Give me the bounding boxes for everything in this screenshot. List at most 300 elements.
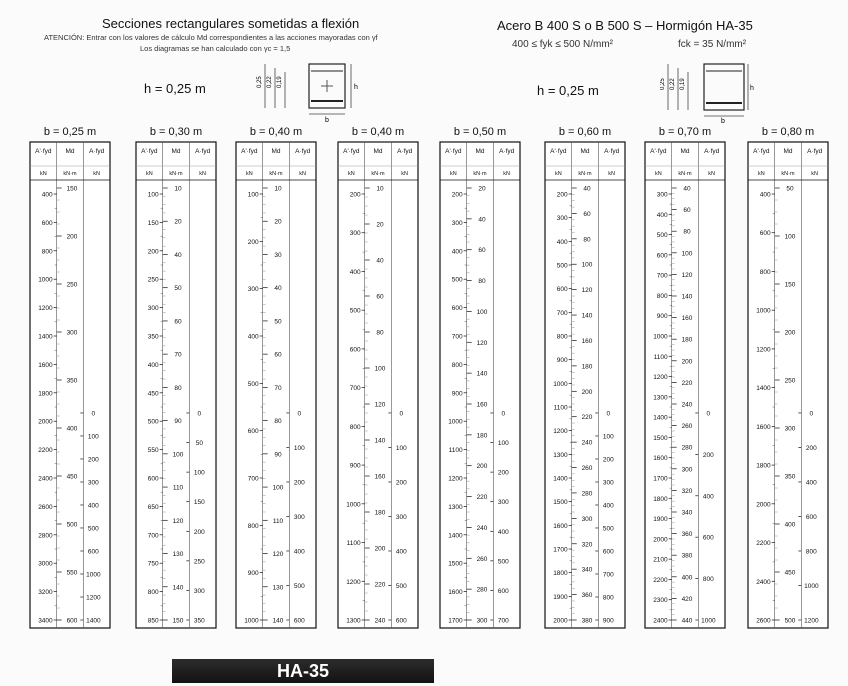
left-tick-label: 500 [451, 276, 463, 284]
unit-mid: kN·m [371, 171, 385, 177]
mid-tick-label: 60 [583, 210, 591, 218]
right-tick-label: 200 [702, 451, 714, 459]
header-right: A·fyd [397, 148, 413, 155]
sketch-right-dim-2: 0,22 [670, 78, 676, 90]
left-tick-label: 600 [759, 230, 771, 238]
mid-tick-label: 220 [581, 414, 593, 422]
mid-tick-label: 60 [478, 247, 486, 255]
left-tick-label: 650 [147, 503, 159, 511]
left-tick-label: 600 [556, 286, 568, 294]
mid-tick-label: 20 [174, 218, 182, 226]
mid-tick-label: 400 [784, 521, 796, 529]
left-tick-label: 1700 [653, 475, 668, 483]
left-tick-label: 1200 [448, 475, 463, 483]
right-tick-label: 700 [497, 617, 509, 625]
right-tick-label: 400 [602, 502, 614, 510]
unit-left: kN [449, 171, 457, 177]
right-tick-label: 100 [293, 444, 305, 452]
right-tick-label: 1400 [86, 617, 101, 625]
right-tick-label: 600 [602, 548, 614, 556]
mid-tick-label: 140 [476, 370, 488, 378]
mid-tick-label: 140 [581, 312, 593, 320]
left-tick-label: 1800 [553, 570, 568, 578]
left-tick-label: 600 [41, 219, 53, 227]
mid-tick-label: 150 [172, 617, 184, 625]
unit-right: kN [199, 171, 207, 177]
left-tick-label: 1000 [38, 276, 53, 284]
left-tick-label: 1000 [653, 333, 668, 341]
header-left: A'·fyd [650, 148, 667, 155]
right-tick-label: 300 [602, 479, 614, 487]
right-tick-label: 1200 [86, 594, 101, 602]
left-tick-label: 200 [147, 248, 159, 256]
mid-tick-label: 20 [478, 185, 486, 193]
left-tick-label: 800 [41, 248, 53, 256]
right-tick-label: 500 [497, 558, 509, 566]
h-label-right: h = 0,25 m [537, 83, 599, 98]
mid-tick-label: 380 [681, 552, 693, 560]
mid-tick-label: 180 [581, 363, 593, 371]
left-tick-label: 1300 [448, 503, 463, 511]
left-tick-label: 1200 [756, 346, 771, 354]
mid-tick-label: 120 [172, 517, 184, 525]
nomogram-b-label: b = 0,70 m [658, 126, 712, 138]
unit-left: kN [245, 171, 253, 177]
section-sketch-left [255, 58, 365, 124]
left-tick-label: 700 [247, 475, 259, 483]
left-tick-label: 1200 [553, 428, 568, 436]
left-tick-label: 400 [556, 238, 568, 246]
right-tick-label: 800 [702, 576, 714, 584]
left-tick-label: 2400 [756, 578, 771, 586]
left-tick-label: 100 [147, 191, 159, 199]
sketch-right-b: b [721, 118, 725, 124]
mid-tick-label: 440 [681, 617, 693, 625]
mid-tick-label: 80 [376, 329, 384, 337]
mid-tick-label: 10 [376, 185, 384, 193]
mid-tick-label: 360 [681, 531, 693, 539]
left-tick-label: 300 [247, 286, 259, 294]
mid-tick-label: 400 [681, 574, 693, 582]
left-tick-label: 800 [147, 589, 159, 597]
mid-tick-label: 80 [274, 418, 282, 426]
unit-mid: kN·m [169, 171, 183, 177]
mid-tick-label: 150 [66, 185, 78, 193]
left-tick-label: 600 [349, 346, 361, 354]
header-left: A'·fyd [550, 148, 567, 155]
left-tick-label: 1100 [553, 404, 568, 412]
note-line-1: ATENCIÓN: Entrar con los valores de cálculo Md correspondientes a las acciones mayoradas con γf [44, 33, 378, 42]
unit-right: kN [299, 171, 307, 177]
left-tick-label: 1300 [553, 451, 568, 459]
left-tick-label: 1300 [653, 394, 668, 402]
right-tick-label: 100 [193, 469, 205, 477]
right-tick-label: 0 [297, 410, 302, 418]
left-tick-label: 700 [656, 272, 668, 280]
left-tick-label: 1400 [756, 385, 771, 393]
sketch-dim-2: 0,22 [267, 76, 273, 88]
mid-tick-label: 140 [374, 437, 386, 445]
mid-tick-label: 60 [683, 207, 691, 215]
section-sketch-right [660, 58, 770, 124]
mid-tick-label: 10 [174, 185, 182, 193]
right-tick-label: 500 [395, 582, 407, 590]
right-tick-label: 900 [602, 617, 614, 625]
right-tick-label: 200 [805, 444, 817, 452]
note-line-2: Los diagramas se han calculado con γc = 1,5 [140, 44, 291, 53]
left-tick-label: 2200 [756, 540, 771, 548]
title-right: Acero B 400 S o B 500 S – Hormigón HA-35 [497, 18, 753, 33]
mid-tick-label: 280 [581, 490, 593, 498]
mid-tick-label: 340 [681, 509, 693, 517]
right-tick-label: 1000 [804, 582, 819, 590]
mid-tick-label: 350 [784, 473, 796, 481]
mid-tick-label: 70 [174, 351, 182, 359]
mid-tick-label: 200 [681, 358, 693, 366]
nomogram-b-label: b = 0,60 m [558, 126, 612, 138]
right-tick-label: 300 [87, 479, 99, 487]
sketch-right-h: h [750, 85, 754, 92]
right-tick-label: 0 [706, 410, 711, 418]
mid-tick-label: 100 [272, 484, 284, 492]
right-tick-label: 0 [809, 410, 814, 418]
mid-tick-label: 500 [66, 521, 78, 529]
header-right: A·fyd [704, 148, 720, 155]
left-tick-label: 200 [247, 238, 259, 246]
left-tick-label: 1400 [653, 414, 668, 422]
left-tick-label: 900 [349, 462, 361, 470]
unit-left: kN [145, 171, 153, 177]
left-tick-label: 3200 [38, 589, 53, 597]
left-tick-label: 300 [349, 230, 361, 238]
unit-left: kN [654, 171, 662, 177]
left-tick-label: 2000 [756, 501, 771, 509]
mid-tick-label: 100 [581, 261, 593, 269]
header-mid: Md [783, 148, 793, 155]
mid-tick-label: 300 [581, 515, 593, 523]
left-tick-label: 550 [147, 447, 159, 455]
mid-tick-label: 40 [174, 251, 182, 259]
left-tick-label: 200 [451, 191, 463, 199]
mid-tick-label: 110 [172, 484, 184, 492]
mid-tick-label: 350 [66, 377, 78, 385]
left-tick-label: 2800 [38, 532, 53, 540]
steel-range: 400 ≤ fyk ≤ 500 N/mm² [512, 39, 614, 50]
left-tick-label: 2400 [653, 617, 668, 625]
right-tick-label: 200 [602, 456, 614, 464]
mid-tick-label: 200 [581, 388, 593, 396]
mid-tick-label: 40 [274, 285, 282, 293]
mid-tick-label: 180 [476, 432, 488, 440]
left-tick-label: 300 [656, 191, 668, 199]
nomogram-b-label: b = 0,30 m [149, 126, 203, 138]
mid-tick-label: 140 [272, 617, 284, 625]
nomogram-panel [0, 120, 848, 640]
left-tick-label: 800 [759, 268, 771, 276]
left-tick-label: 850 [147, 617, 159, 625]
left-tick-label: 2300 [653, 597, 668, 605]
left-tick-label: 600 [247, 428, 259, 436]
mid-tick-label: 200 [784, 329, 796, 337]
header-mid: Md [580, 148, 590, 155]
header-right: A·fyd [604, 148, 620, 155]
sketch-h: h [354, 84, 358, 91]
left-tick-label: 900 [451, 390, 463, 398]
left-tick-label: 300 [451, 219, 463, 227]
right-tick-label: 350 [193, 617, 205, 625]
mid-tick-label: 160 [476, 401, 488, 409]
right-tick-label: 600 [497, 587, 509, 595]
unit-right: kN [811, 171, 819, 177]
unit-left: kN [757, 171, 765, 177]
mid-tick-label: 320 [681, 487, 693, 495]
left-tick-label: 1500 [553, 499, 568, 507]
left-tick-label: 2200 [38, 447, 53, 455]
left-tick-label: 1600 [448, 589, 463, 597]
right-tick-label: 300 [293, 513, 305, 521]
left-tick-label: 1100 [448, 447, 463, 455]
left-tick-label: 400 [41, 191, 53, 199]
mid-tick-label: 130 [172, 551, 184, 559]
right-tick-label: 0 [606, 410, 611, 418]
unit-mid: kN·m [63, 171, 77, 177]
mid-tick-label: 600 [66, 617, 78, 625]
left-tick-label: 1400 [448, 532, 463, 540]
mid-tick-label: 160 [681, 315, 693, 323]
mid-tick-label: 140 [681, 293, 693, 301]
left-tick-label: 700 [147, 532, 159, 540]
left-tick-label: 2100 [653, 556, 668, 564]
left-tick-label: 800 [349, 423, 361, 431]
right-tick-label: 100 [497, 440, 509, 448]
left-tick-label: 400 [759, 191, 771, 199]
mid-tick-label: 10 [274, 185, 282, 193]
left-tick-label: 500 [349, 307, 361, 315]
header-mid: Md [171, 148, 181, 155]
right-tick-label: 800 [805, 548, 817, 556]
right-tick-label: 500 [293, 582, 305, 590]
left-tick-label: 400 [247, 333, 259, 341]
left-tick-label: 1000 [346, 501, 361, 509]
left-tick-label: 1000 [756, 307, 771, 315]
right-tick-label: 400 [805, 479, 817, 487]
mid-tick-label: 320 [581, 541, 593, 549]
right-tick-label: 700 [602, 571, 614, 579]
left-tick-label: 800 [247, 522, 259, 530]
left-tick-label: 1900 [653, 516, 668, 524]
mid-tick-label: 50 [274, 318, 282, 326]
right-tick-label: 600 [395, 617, 407, 625]
mid-tick-label: 120 [374, 401, 386, 409]
left-tick-label: 150 [147, 219, 159, 227]
left-tick-label: 2200 [653, 576, 668, 584]
left-tick-label: 1900 [553, 593, 568, 601]
mid-tick-label: 110 [272, 517, 284, 525]
mid-tick-label: 500 [784, 617, 796, 625]
header-right: A·fyd [89, 148, 105, 155]
mid-tick-label: 80 [683, 228, 691, 236]
left-tick-label: 450 [147, 390, 159, 398]
mid-tick-label: 60 [174, 318, 182, 326]
mid-tick-label: 200 [374, 545, 386, 553]
right-tick-label: 0 [197, 410, 202, 418]
mid-tick-label: 380 [581, 617, 593, 625]
mid-tick-label: 50 [786, 185, 794, 193]
right-tick-label: 300 [395, 513, 407, 521]
mid-tick-label: 280 [681, 444, 693, 452]
left-tick-label: 1700 [553, 546, 568, 554]
right-tick-label: 800 [602, 594, 614, 602]
right-tick-label: 300 [497, 499, 509, 507]
mid-tick-label: 240 [581, 439, 593, 447]
header-mid: Md [373, 148, 383, 155]
mid-tick-label: 80 [583, 236, 591, 244]
left-tick-label: 400 [147, 361, 159, 369]
left-tick-label: 900 [656, 313, 668, 321]
mid-tick-label: 220 [681, 379, 693, 387]
mid-tick-label: 260 [681, 423, 693, 431]
mid-tick-label: 80 [174, 384, 182, 392]
right-tick-label: 500 [602, 525, 614, 533]
left-tick-label: 1200 [346, 578, 361, 586]
left-tick-label: 1600 [553, 522, 568, 530]
header-right: A·fyd [807, 148, 823, 155]
left-tick-label: 700 [349, 385, 361, 393]
left-tick-label: 400 [451, 248, 463, 256]
left-tick-label: 500 [247, 380, 259, 388]
left-tick-label: 1800 [38, 390, 53, 398]
header-right: A·fyd [195, 148, 211, 155]
left-tick-label: 700 [451, 333, 463, 341]
mid-tick-label: 100 [476, 308, 488, 316]
unit-mid: kN·m [473, 171, 487, 177]
header-left: A'·fyd [343, 148, 360, 155]
mid-tick-label: 120 [681, 271, 693, 279]
right-tick-label: 200 [87, 456, 99, 464]
right-tick-label: 300 [193, 587, 205, 595]
mid-tick-label: 90 [274, 451, 282, 459]
right-tick-label: 400 [395, 548, 407, 556]
left-tick-label: 1600 [38, 361, 53, 369]
left-tick-label: 1600 [756, 423, 771, 431]
right-tick-label: 400 [293, 548, 305, 556]
right-tick-label: 100 [602, 433, 614, 441]
left-tick-label: 1200 [38, 305, 53, 313]
mid-tick-label: 80 [478, 278, 486, 286]
header-left: A'·fyd [35, 148, 52, 155]
header-left: A'·fyd [753, 148, 770, 155]
left-tick-label: 3000 [38, 560, 53, 568]
sketch-b: b [325, 117, 329, 124]
mid-tick-label: 130 [272, 584, 284, 592]
header-right: A·fyd [499, 148, 515, 155]
left-tick-label: 500 [147, 418, 159, 426]
unit-left: kN [39, 171, 47, 177]
unit-mid: kN·m [678, 171, 692, 177]
left-tick-label: 1800 [756, 462, 771, 470]
mid-tick-label: 40 [376, 257, 384, 265]
mid-tick-label: 120 [272, 551, 284, 559]
right-tick-label: 100 [87, 433, 99, 441]
mid-tick-label: 120 [476, 339, 488, 347]
mid-tick-label: 280 [476, 586, 488, 594]
left-tick-label: 1300 [346, 617, 361, 625]
unit-mid: kN·m [269, 171, 283, 177]
left-tick-label: 750 [147, 560, 159, 568]
left-tick-label: 1000 [244, 617, 259, 625]
mid-tick-label: 100 [374, 365, 386, 373]
left-tick-label: 2000 [553, 617, 568, 625]
header-left: A'·fyd [141, 148, 158, 155]
right-tick-label: 200 [293, 479, 305, 487]
left-tick-label: 1200 [653, 374, 668, 382]
left-tick-label: 100 [247, 191, 259, 199]
mid-tick-label: 300 [784, 425, 796, 433]
mid-tick-label: 100 [172, 451, 184, 459]
mid-tick-label: 100 [681, 250, 693, 258]
left-tick-label: 200 [349, 191, 361, 199]
left-tick-label: 500 [656, 232, 668, 240]
unit-left: kN [347, 171, 355, 177]
sketch-dim-3: 0,19 [277, 76, 283, 88]
unit-right: kN [93, 171, 101, 177]
nomogram-b-label: b = 0,80 m [761, 126, 815, 138]
left-tick-label: 1100 [346, 540, 361, 548]
mid-tick-label: 180 [374, 509, 386, 517]
mid-tick-label: 20 [376, 221, 384, 229]
left-tick-label: 600 [451, 305, 463, 313]
mid-tick-label: 160 [581, 337, 593, 345]
left-tick-label: 900 [247, 570, 259, 578]
left-tick-label: 800 [451, 361, 463, 369]
unit-right: kN [608, 171, 616, 177]
mid-tick-label: 240 [681, 401, 693, 409]
right-tick-label: 150 [193, 499, 205, 507]
mid-tick-label: 150 [784, 281, 796, 289]
right-tick-label: 0 [399, 410, 404, 418]
header-mid: Md [680, 148, 690, 155]
right-tick-label: 1000 [86, 571, 101, 579]
left-tick-label: 800 [656, 292, 668, 300]
left-tick-label: 1500 [448, 560, 463, 568]
mid-tick-label: 400 [66, 425, 78, 433]
left-tick-label: 2600 [38, 503, 53, 511]
left-tick-label: 700 [556, 309, 568, 317]
mid-tick-label: 140 [172, 584, 184, 592]
left-tick-label: 300 [556, 215, 568, 223]
left-tick-label: 1800 [653, 495, 668, 503]
mid-tick-label: 300 [66, 329, 78, 337]
unit-mid: kN·m [578, 171, 592, 177]
left-tick-label: 300 [147, 305, 159, 313]
fck-label: fck = 35 N/mm² [678, 39, 747, 50]
mid-tick-label: 90 [174, 418, 182, 426]
left-tick-label: 350 [147, 333, 159, 341]
right-tick-label: 250 [193, 558, 205, 566]
left-tick-label: 1100 [653, 353, 668, 361]
mid-tick-label: 70 [274, 384, 282, 392]
mid-tick-label: 250 [66, 281, 78, 289]
mid-tick-label: 300 [476, 617, 488, 625]
mid-tick-label: 120 [581, 287, 593, 295]
unit-right: kN [401, 171, 409, 177]
mid-tick-label: 30 [274, 251, 282, 259]
mid-tick-label: 220 [476, 494, 488, 502]
mid-tick-label: 340 [581, 566, 593, 574]
left-tick-label: 500 [556, 262, 568, 270]
left-tick-label: 600 [147, 475, 159, 483]
nomogram-b-label: b = 0,40 m [351, 126, 405, 138]
